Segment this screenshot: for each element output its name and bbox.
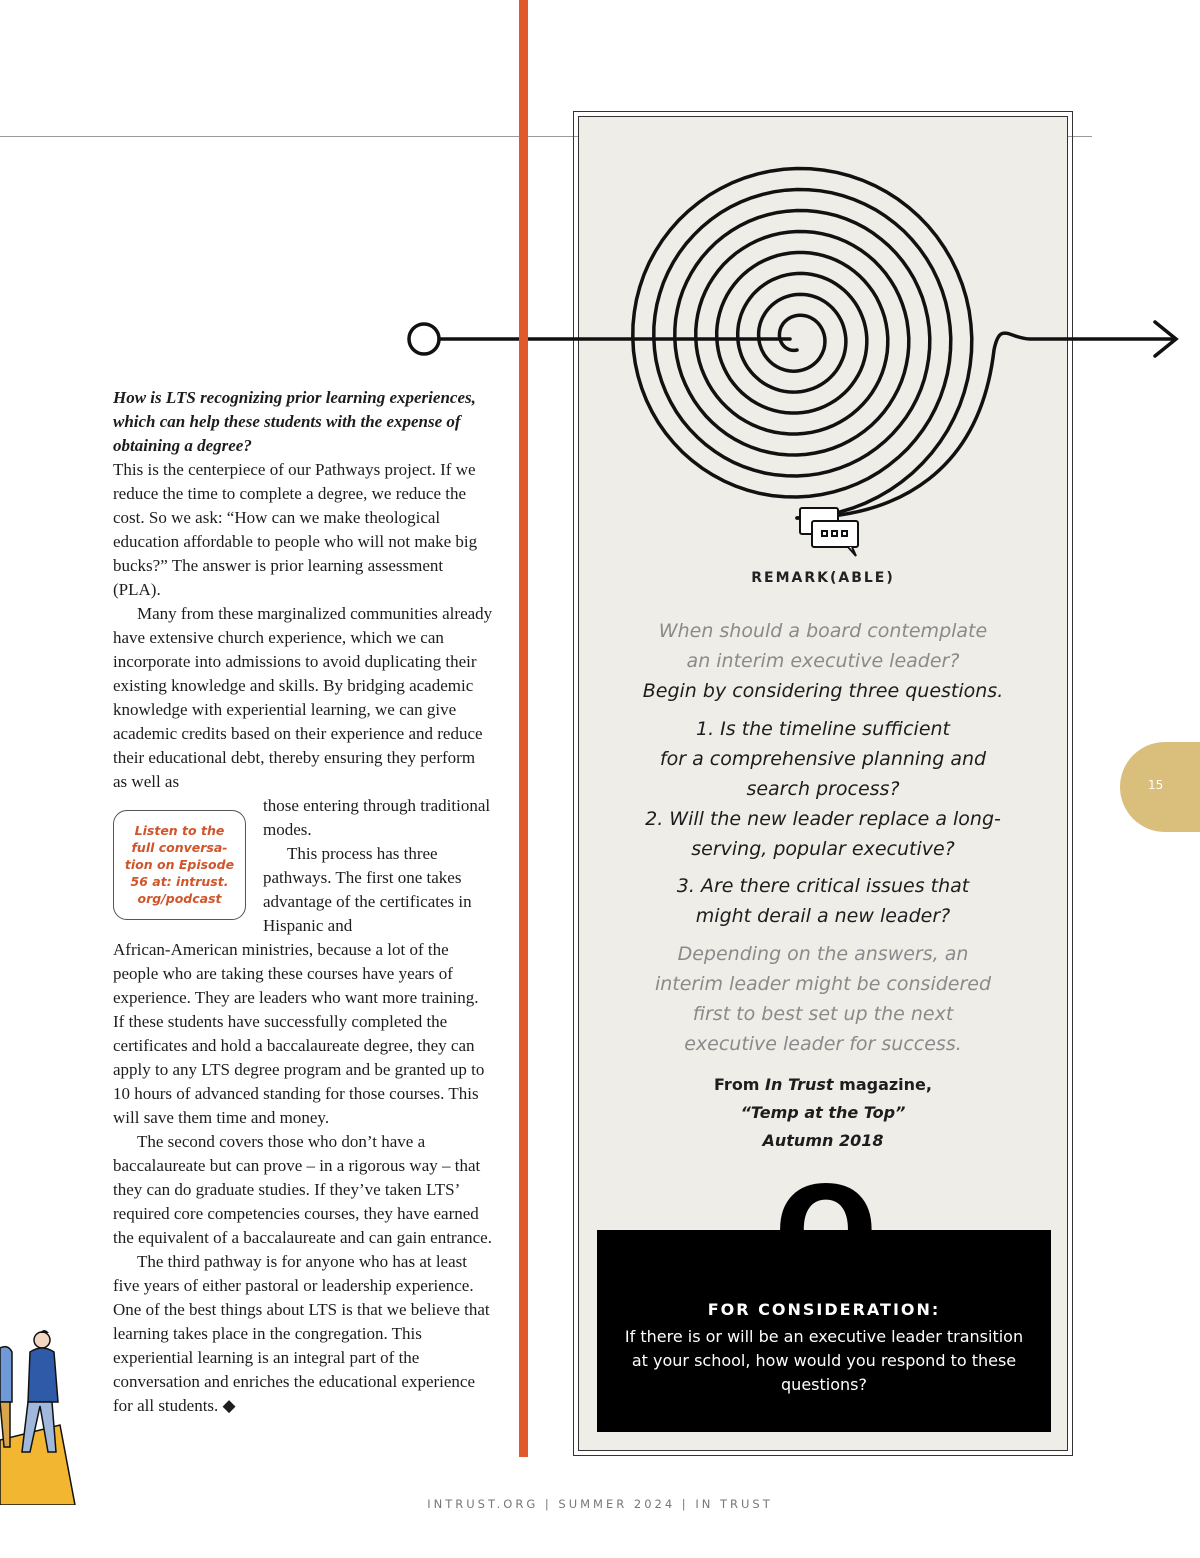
footer: INTRUST.ORG | SUMMER 2024 | IN TRUST — [427, 1497, 773, 1511]
walking-people-illustration — [0, 1320, 90, 1505]
arrow-head-icon — [1155, 322, 1176, 356]
podcast-callout-text[interactable]: Listen to the full conversa- tion on Episode 56 at: intrust. org/podcast — [124, 823, 235, 906]
article-paragraph-2a: Many from these marginalized communities already have extensive church experience, which we can incorporate into admissions to avoid duplicating their existing knowledge and skills. By bridging academic knowledge with experiential learning, we can give academic credits based on their experience and reduce their educational debt, thereby ensuring they perform as well as — [113, 604, 493, 791]
article-paragraph-3b: African-American ministries, because a lot of the people who are taking these courses have years of experience. They are leaders who want more training. If these students have successfully completed the certificates and hold a baccalaureate degree, they can apply to any LTS degree program and be granted up to 10 hours of advanced standing for those courses. This will save them time and money. — [113, 940, 485, 1127]
question-3-line-2: might derail a new leader? — [695, 905, 951, 927]
sidebar-source: From In Trust magazine, “Temp at the Top” Autumn 2018 — [714, 1075, 932, 1150]
start-circle-icon — [409, 324, 439, 354]
consideration-title: FOR CONSIDERATION: — [707, 1300, 941, 1319]
sidebar-intro-line-2: an interim executive leader? — [686, 650, 960, 672]
sidebar-outro-line-3: first to best set up the next — [692, 1003, 954, 1025]
sidebar-intro-line-1: When should a board contemplate — [658, 620, 988, 642]
end-mark-icon: ◆ — [222, 1396, 236, 1415]
question-1-line-1: 1. Is the timeline sufficient — [695, 718, 951, 740]
question-1-line-2: for a comprehensive planning and — [659, 748, 987, 770]
q-glyph: Q — [774, 1161, 878, 1303]
article-paragraph-2b: those entering through traditional modes. — [263, 796, 491, 839]
article-paragraph-3a: This process has three pathways. The first one takes advantage of the certificates in Hispanic and — [263, 844, 472, 935]
article-paragraph-5-wrap — [113, 1250, 493, 1418]
article-paragraph-1: This is the centerpiece of our Pathways project. If we reduce the time to complete a degree, we reduce the cost. So we ask: “How can we make theological education affordable to people who will not make big bucks?” The answer is prior learning assessment (PLA). — [113, 460, 478, 599]
sidebar-outro-line-2: interim leader might be considered — [654, 973, 992, 995]
article-paragraph-5: The third pathway is for anyone who has at least five years of either pastoral or leadership experience. One of the best things about LTS is that we believe that learning takes place in the congregation. This experiential learning is an integral part of the conversation and enriches the educational experience for all students. — [113, 1252, 490, 1415]
sidebar-title: REMARK(ABLE) — [751, 570, 895, 586]
question-3-line-1: 3. Are there critical issues that — [676, 875, 970, 897]
sidebar-outro-line-4: executive leader for success. — [684, 1033, 962, 1055]
article-paragraph-4: The second covers those who don’t have a baccalaureate but can prove – in a rigorous way – that they can do graduate studies. If they’ve taken LTS’ required core competencies courses, they have earned the equivalent of a baccalaureate and can gain entrance. — [113, 1132, 492, 1247]
question-2-line-2: serving, popular executive? — [691, 838, 955, 860]
page-number: 15 — [1148, 778, 1164, 792]
question-1-line-3: search process? — [746, 778, 900, 800]
article-question: How is LTS recognizing prior learning experiences, which can help these students with the expense of obtaining a degree? — [113, 388, 476, 455]
consideration-text: If there is or will be an executive leader transition at your school, how would you respond to these questions? — [624, 1327, 1024, 1394]
sidebar-outro-line-1: Depending on the answers, an — [677, 943, 969, 965]
sidebar-intro-line-3: Begin by considering three questions. — [642, 680, 1004, 702]
question-2-line-1: 2. Will the new leader replace a long- — [645, 808, 1001, 830]
accent-bar — [519, 0, 528, 1457]
